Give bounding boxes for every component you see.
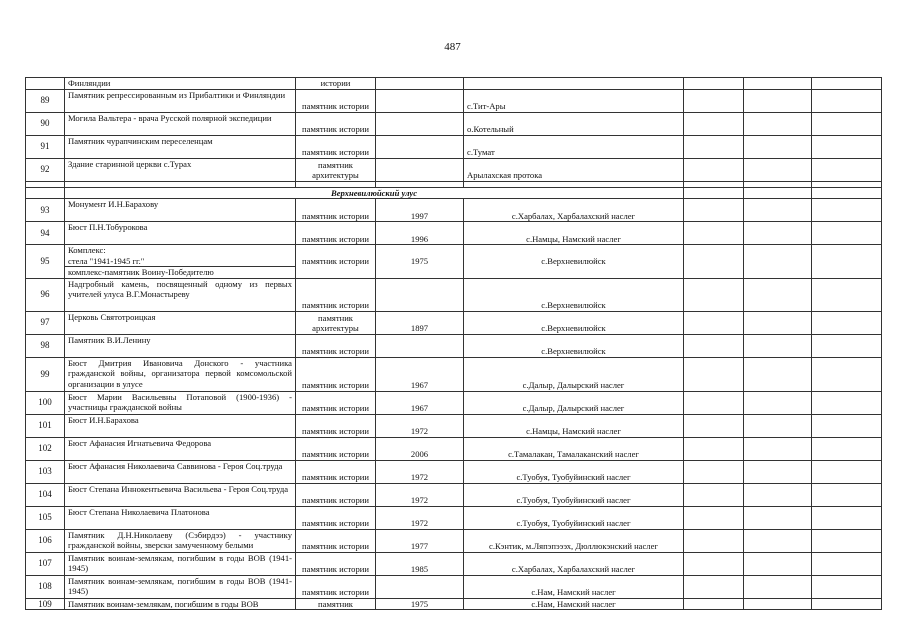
- empty-cell: [812, 575, 882, 598]
- monument-type: памятник истории: [296, 357, 376, 391]
- monument-type: памятник истории: [296, 89, 376, 112]
- monument-year: [376, 78, 464, 90]
- monument-location: с.Туобуя, Туобуйинский наслег: [464, 506, 684, 529]
- row-number: 94: [26, 222, 65, 245]
- monument-name: Финляндии: [65, 78, 296, 90]
- monument-name: Памятник В.И.Ленину: [65, 334, 296, 357]
- table-row: [26, 483, 882, 506]
- empty-cell: [812, 506, 882, 529]
- monument-location: с.Харбалах, Харбалахский наслег: [464, 199, 684, 222]
- empty-cell: [744, 391, 812, 414]
- row-number: 92: [26, 158, 65, 181]
- monument-year: 1996: [376, 222, 464, 245]
- empty-cell: [744, 460, 812, 483]
- monument-year: [376, 135, 464, 158]
- monument-location: с.Нам, Намский наслег: [464, 575, 684, 598]
- empty-cell: [684, 222, 744, 245]
- monument-type: памятник истории: [296, 391, 376, 414]
- empty-cell: [812, 483, 882, 506]
- empty-cell: [744, 414, 812, 437]
- monument-year: [376, 112, 464, 135]
- table-row: [26, 158, 882, 181]
- empty-cell: [744, 529, 812, 552]
- empty-cell: [684, 89, 744, 112]
- complex-label: Комплекс:: [68, 245, 106, 255]
- table-row: [26, 135, 882, 158]
- row-number: 102: [26, 437, 65, 460]
- empty-cell: [744, 199, 812, 222]
- row-number: 90: [26, 112, 65, 135]
- monument-type: памятник истории: [296, 437, 376, 460]
- empty-cell: [684, 391, 744, 414]
- monument-year: 1967: [376, 357, 464, 391]
- row-number: 91: [26, 135, 65, 158]
- monument-type: памятник истории: [296, 334, 376, 357]
- row-number: 97: [26, 311, 65, 334]
- monument-location: с.Намцы, Намский наслег: [464, 414, 684, 437]
- monument-type: памятник истории: [296, 552, 376, 575]
- monument-year: [376, 278, 464, 311]
- empty-cell: [744, 437, 812, 460]
- row-number: 93: [26, 199, 65, 222]
- monument-year: 1972: [376, 414, 464, 437]
- table-row: [26, 89, 882, 112]
- monument-type: памятник истории: [296, 575, 376, 598]
- monument-name: Памятник репрессированным из Прибалтики и Финляндии: [65, 89, 296, 112]
- table-row: [26, 552, 882, 575]
- row-number: 95: [26, 245, 65, 279]
- monument-year: 1975: [376, 245, 464, 279]
- monument-location: с.Верхневилюйск: [464, 334, 684, 357]
- monument-name: Бюст Степана Иннокентьевича Васильева - Героя Соц.труда: [65, 483, 296, 506]
- empty-cell: [812, 311, 882, 334]
- empty-cell: [684, 460, 744, 483]
- empty-cell: [744, 598, 812, 610]
- monument-year: 1897: [376, 311, 464, 334]
- monuments-table: [25, 77, 882, 610]
- monument-type: памятник истории: [296, 506, 376, 529]
- empty-cell: [744, 78, 812, 90]
- row-number: 99: [26, 357, 65, 391]
- monument-name: Церковь Святотроицкая: [65, 311, 296, 334]
- monument-location: [464, 78, 684, 90]
- section-title: Верхневилюйский улус: [65, 187, 684, 199]
- monument-name: Памятник воинам-землякам, погибшим в годы ВОВ: [65, 598, 296, 610]
- empty-cell: [684, 552, 744, 575]
- empty-cell: [812, 529, 882, 552]
- table-row: [26, 391, 882, 414]
- empty-cell: [744, 245, 812, 279]
- monument-name: Бюст И.Н.Барахова: [65, 414, 296, 437]
- monument-name: Памятник чурапчинским переселенцам: [65, 135, 296, 158]
- monument-year: 2006: [376, 437, 464, 460]
- row-number: 105: [26, 506, 65, 529]
- row-number: 98: [26, 334, 65, 357]
- monument-year: 1972: [376, 483, 464, 506]
- row-number: 106: [26, 529, 65, 552]
- empty-cell: [812, 135, 882, 158]
- page-number: 487: [444, 41, 461, 53]
- table-row: [26, 278, 882, 311]
- empty-cell: [744, 552, 812, 575]
- monument-location: с.Верхневилюйск: [464, 278, 684, 311]
- monument-type: памятник истории: [296, 245, 376, 279]
- monument-name: Бюст Афанасия Игнатьевича Федорова: [65, 437, 296, 460]
- monument-name: Здание старинной церкви с.Турах: [65, 158, 296, 181]
- monument-year: 1975: [376, 598, 464, 610]
- table-row: [26, 311, 882, 334]
- monument-year: 1972: [376, 460, 464, 483]
- monument-name: Надгробный камень, посвященный одному из первых учителей улуса В.Г.Монастыреву: [65, 278, 296, 311]
- monument-location: с.Намцы, Намский наслег: [464, 222, 684, 245]
- monument-type: памятник истории: [296, 199, 376, 222]
- monument-location: Арылахская протока: [464, 158, 684, 181]
- empty-cell: [812, 391, 882, 414]
- empty-cell: [812, 460, 882, 483]
- empty-cell: [744, 89, 812, 112]
- monument-name: Монумент И.Н.Барахову: [65, 199, 296, 222]
- monument-year: [376, 334, 464, 357]
- empty-cell: [744, 311, 812, 334]
- table-row: [26, 575, 882, 598]
- table-row: [26, 112, 882, 135]
- monument-year: [376, 158, 464, 181]
- monument-location: с.Тит-Ары: [464, 89, 684, 112]
- empty-cell: [744, 222, 812, 245]
- monument-type: памятник архитектуры: [296, 311, 376, 334]
- monument-year: 1997: [376, 199, 464, 222]
- empty-cell: [812, 89, 882, 112]
- monument-year: 1967: [376, 391, 464, 414]
- monument-name: Бюст Афанасия Николаевича Саввинова - Героя Соц.труда: [65, 460, 296, 483]
- monument-name: Могила Вальтера - врача Русской полярной экспедиции: [65, 112, 296, 135]
- row-number: 100: [26, 391, 65, 414]
- table-row: [26, 460, 882, 483]
- row-number: 109: [26, 598, 65, 610]
- monument-type: памятник истории: [296, 135, 376, 158]
- table-row: [26, 334, 882, 357]
- empty-cell: [684, 483, 744, 506]
- empty-cell: [744, 575, 812, 598]
- empty-cell: [744, 483, 812, 506]
- monument-year: 1972: [376, 506, 464, 529]
- monument-location: с.Кэнтик, м.Ляпэпэээх, Дюллюкэнский наслег: [464, 529, 684, 552]
- monument-type: памятник истории: [296, 222, 376, 245]
- table-row: [26, 414, 882, 437]
- monument-type: памятник истории: [296, 483, 376, 506]
- monument-location: с.Туобуя, Туобуйинский наслег: [464, 483, 684, 506]
- table-row: [26, 506, 882, 529]
- monument-location: с.Верхневилюйск: [464, 311, 684, 334]
- empty-cell: [812, 357, 882, 391]
- empty-cell: [684, 506, 744, 529]
- empty-cell: [812, 552, 882, 575]
- monument-type: памятник истории: [296, 529, 376, 552]
- empty-cell: [744, 334, 812, 357]
- monument-name: Бюст Дмитрия Ивановича Донского - участника гражданской войны, организатора первой комсомольской организации в улусе: [65, 357, 296, 391]
- monument-type: истории: [296, 78, 376, 90]
- empty-cell: [812, 78, 882, 90]
- monument-year: 1977: [376, 529, 464, 552]
- monument-location: с.Верхневилюйск: [464, 245, 684, 279]
- empty-cell: [684, 112, 744, 135]
- table-row: [26, 357, 882, 391]
- monument-name: Бюст Степана Николаевича Платонова: [65, 506, 296, 529]
- row-number: 96: [26, 278, 65, 311]
- row-number: [26, 78, 65, 90]
- monument-type: памятник архитектуры: [296, 158, 376, 181]
- row-number: 89: [26, 89, 65, 112]
- complex-item: стела "1941-1945 гг.": [68, 255, 145, 266]
- empty-cell: [744, 357, 812, 391]
- empty-cell: [684, 135, 744, 158]
- row-number: 104: [26, 483, 65, 506]
- empty-cell: [812, 112, 882, 135]
- empty-cell: [812, 437, 882, 460]
- table-row: [26, 598, 882, 610]
- empty-cell: [684, 278, 744, 311]
- row-number: 108: [26, 575, 65, 598]
- monument-name: Памятник воинам-землякам, погибшим в годы ВОВ (1941-1945): [65, 575, 296, 598]
- monument-location: с.Нам, Намский наслег: [464, 598, 684, 610]
- table-row: [26, 437, 882, 460]
- monument-type: памятник истории: [296, 460, 376, 483]
- monument-location: с.Тамалакан, Тамалаканский наслег: [464, 437, 684, 460]
- empty-cell: [684, 529, 744, 552]
- monument-name: Памятник воинам-землякам, погибшим в годы ВОВ (1941-1945): [65, 552, 296, 575]
- table-row: [26, 222, 882, 245]
- empty-cell: [744, 506, 812, 529]
- monument-type: памятник истории: [296, 278, 376, 311]
- empty-cell: [812, 158, 882, 181]
- empty-cell: [684, 245, 744, 279]
- empty-cell: [684, 575, 744, 598]
- monument-name: Бюст П.Н.Тобурокова: [65, 222, 296, 245]
- monument-type: памятник истории: [296, 112, 376, 135]
- empty-cell: [684, 199, 744, 222]
- empty-cell: [744, 278, 812, 311]
- monument-location: с.Туобуя, Туобуйинский наслег: [464, 460, 684, 483]
- monument-location: с.Тумат: [464, 135, 684, 158]
- empty-cell: [684, 414, 744, 437]
- monument-year: [376, 575, 464, 598]
- empty-cell: [812, 414, 882, 437]
- table-row: [26, 78, 882, 90]
- empty-cell: [684, 357, 744, 391]
- empty-cell: [684, 598, 744, 610]
- section-row: [26, 187, 882, 199]
- monument-year: 1985: [376, 552, 464, 575]
- row-number: 101: [26, 414, 65, 437]
- monument-location: с.Харбалах, Харбалахский наслег: [464, 552, 684, 575]
- monument-location: с.Далыр, Далырский наслег: [464, 357, 684, 391]
- table-row: [26, 529, 882, 552]
- row-number: 103: [26, 460, 65, 483]
- empty-cell: [812, 598, 882, 610]
- empty-cell: [812, 334, 882, 357]
- row-number: 107: [26, 552, 65, 575]
- table-row: [26, 245, 882, 279]
- complex-item: комплекс-памятник Воину-Победителю: [65, 266, 295, 278]
- empty-cell: [744, 158, 812, 181]
- table-row: [26, 199, 882, 222]
- empty-cell: [744, 112, 812, 135]
- empty-cell: [812, 278, 882, 311]
- monument-name: Бюст Марии Васильевны Потаповой (1900-1936) - участницы гражданской войны: [65, 391, 296, 414]
- empty-cell: [812, 245, 882, 279]
- empty-cell: [684, 311, 744, 334]
- empty-cell: [684, 78, 744, 90]
- monument-name: Памятник Д.Н.Николаеву (Сэбирдээ) - участнику гражданской войны, зверски замученному белыми: [65, 529, 296, 552]
- empty-cell: [684, 437, 744, 460]
- empty-cell: [684, 334, 744, 357]
- monument-location: о.Котельный: [464, 112, 684, 135]
- empty-cell: [744, 135, 812, 158]
- monument-name: [65, 245, 296, 279]
- monument-location: с.Далыр, Далырский наслег: [464, 391, 684, 414]
- empty-cell: [812, 199, 882, 222]
- empty-cell: [812, 222, 882, 245]
- monument-type: памятник: [296, 598, 376, 610]
- monument-year: [376, 89, 464, 112]
- empty-cell: [684, 158, 744, 181]
- monument-type: памятник истории: [296, 414, 376, 437]
